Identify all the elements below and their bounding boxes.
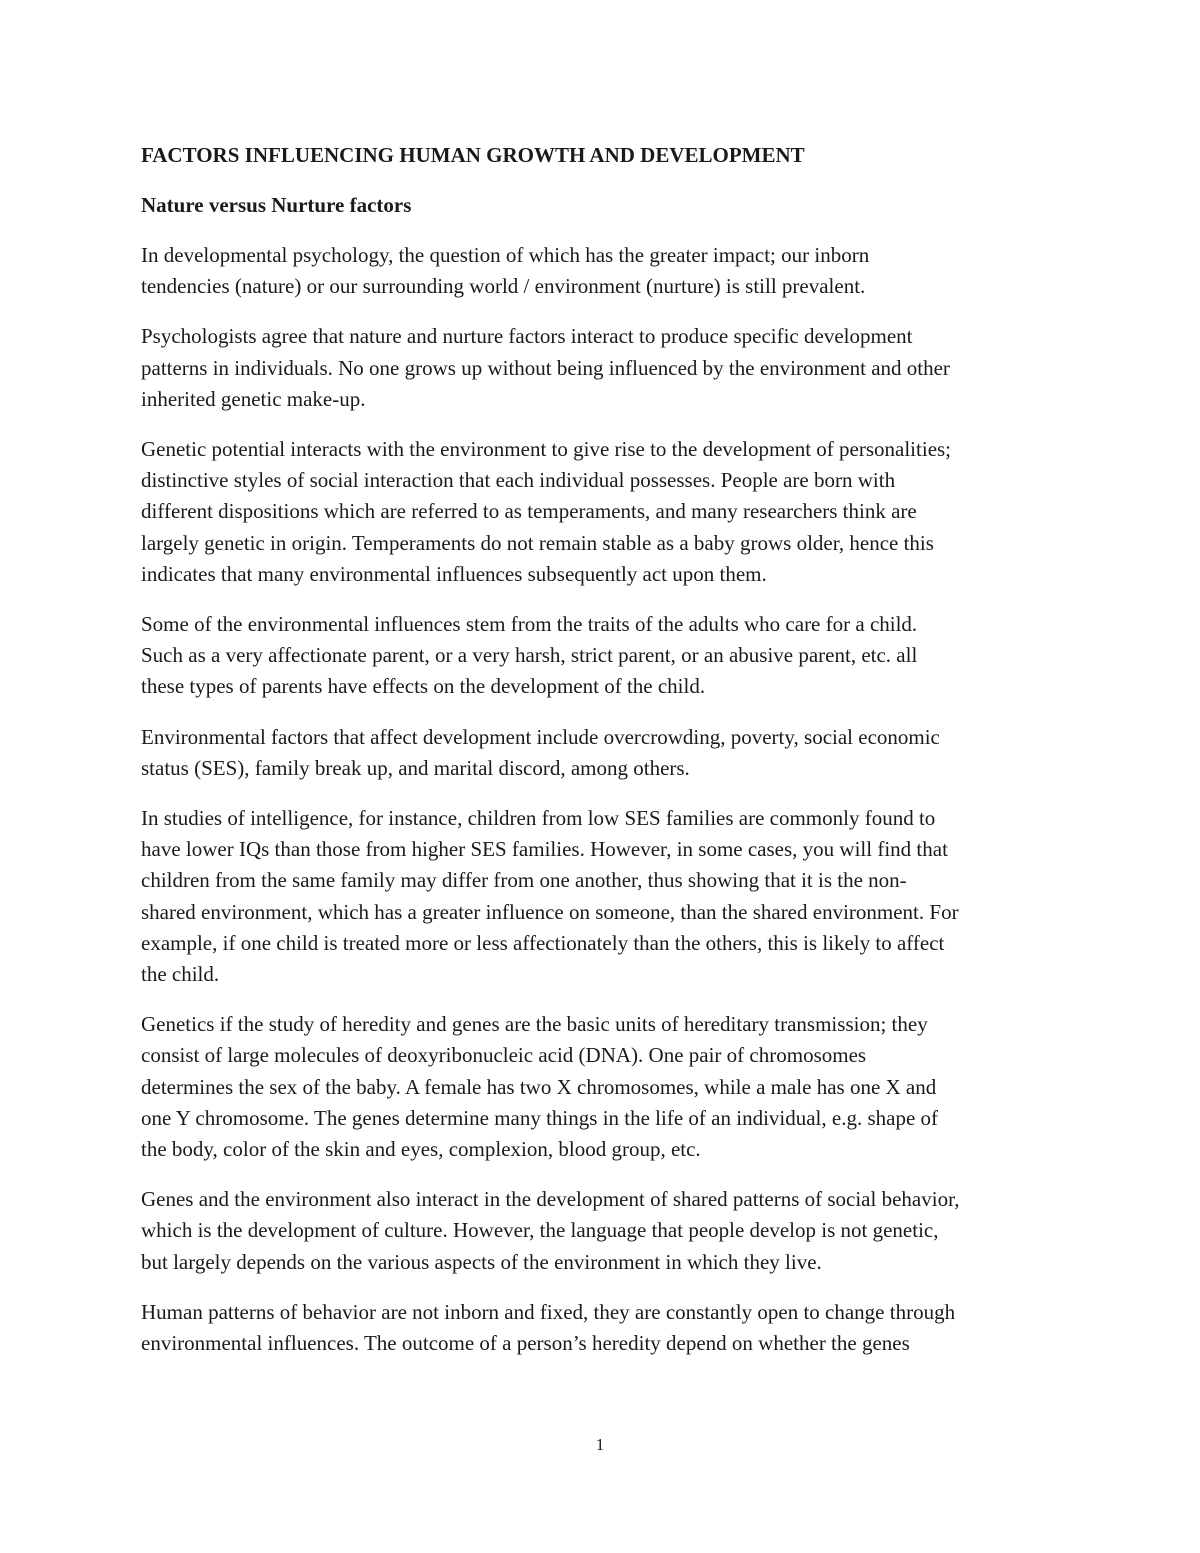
paragraph-line: largely genetic in origin. Temperaments do not remain stable as a baby grows older, hence this xyxy=(141,530,934,555)
paragraph-line: children from the same family may differ from one another, thus showing that it is the non- xyxy=(141,868,907,893)
section-heading: Nature versus Nurture factors xyxy=(141,193,412,217)
paragraph xyxy=(141,434,1066,590)
paragraph-line: consist of large molecules of deoxyribonucleic acid (DNA). One pair of chromosomes xyxy=(141,1043,867,1068)
paragraph xyxy=(141,1297,1066,1359)
paragraph xyxy=(141,803,1066,990)
paragraph-line: shared environment, which has a greater influence on someone, than the shared environment. For xyxy=(141,899,959,924)
paragraph xyxy=(141,240,1066,302)
paragraph-line: example, if one child is treated more or less affectionately than the others, this is likely to affect xyxy=(141,930,945,955)
paragraph-line: tendencies (nature) or our surrounding world / environment (nurture) is still prevalent. xyxy=(141,274,866,299)
paragraph-line: these types of parents have effects on the development of the child. xyxy=(141,674,706,699)
paragraph xyxy=(141,722,1066,784)
paragraph-line: the body, color of the skin and eyes, complexion, blood group, etc. xyxy=(141,1137,701,1162)
paragraph-line: Psychologists agree that nature and nurture factors interact to produce specific development xyxy=(141,324,913,349)
paragraph-line: patterns in individuals. No one grows up without being influenced by the environment and other xyxy=(141,355,950,380)
paragraph-line: In developmental psychology, the question of which has the greater impact; our inborn xyxy=(141,243,870,267)
paragraph-line: indicates that many environmental influences subsequently act upon them. xyxy=(141,561,767,586)
paragraph-line: status (SES), family break up, and marital discord, among others. xyxy=(141,755,690,780)
paragraph-line: the child. xyxy=(141,962,220,987)
paragraph-line: one Y chromosome. The genes determine many things in the life of an individual, e.g. shape of xyxy=(141,1105,939,1130)
paragraph-line: distinctive styles of social interaction that each individual possesses. People are born with xyxy=(141,468,896,493)
paragraph-line: In studies of intelligence, for instance, children from low SES families are commonly found to xyxy=(141,806,936,831)
page-number: 1 xyxy=(595,1435,605,1454)
paragraph xyxy=(141,321,1066,415)
paragraph-line: different dispositions which are referred to as temperaments, and many researchers think are xyxy=(141,499,917,524)
document-title: FACTORS INFLUENCING HUMAN GROWTH AND DEVELOPMENT xyxy=(141,143,805,167)
paragraph-line: environmental influences. The outcome of a person’s heredity depend on whether the genes xyxy=(141,1331,910,1356)
paragraph xyxy=(141,1009,1066,1165)
paragraph-line: determines the sex of the baby. A female has two X chromosomes, while a male has one X and xyxy=(141,1074,937,1099)
page-content xyxy=(141,140,1066,1378)
paragraph-line: which is the development of culture. However, the language that people develop is not genetic, xyxy=(141,1218,939,1243)
paragraph-line: Genetic potential interacts with the environment to give rise to the development of personalities; xyxy=(141,437,952,462)
paragraph-line: Such as a very affectionate parent, or a very harsh, strict parent, or an abusive parent, etc. all xyxy=(141,643,918,668)
paragraph-line: Genetics if the study of heredity and genes are the basic units of hereditary transmission; they xyxy=(141,1012,928,1037)
paragraph-line: inherited genetic make-up. xyxy=(141,386,366,411)
paragraph-line: Genes and the environment also interact in the development of shared patterns of social behavior, xyxy=(141,1187,960,1212)
paragraph-line: but largely depends on the various aspects of the environment in which they live. xyxy=(141,1249,822,1274)
paragraph-list xyxy=(141,240,1066,1359)
paragraph-line: Some of the environmental influences stem from the traits of the adults who care for a child. xyxy=(141,612,918,637)
paragraph-line: Environmental factors that affect development include overcrowding, poverty, social economic xyxy=(141,724,940,749)
paragraph xyxy=(141,609,1066,703)
paragraph xyxy=(141,1184,1066,1278)
paragraph-line: Human patterns of behavior are not inborn and fixed, they are constantly open to change through xyxy=(141,1299,956,1324)
paragraph-line: have lower IQs than those from higher SES families. However, in some cases, you will find that xyxy=(141,837,948,862)
